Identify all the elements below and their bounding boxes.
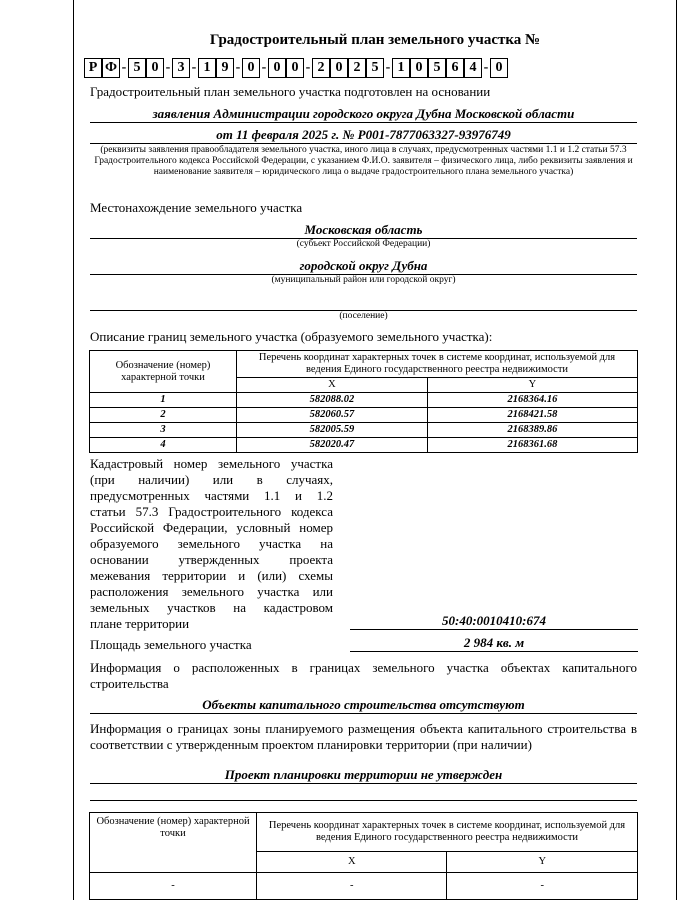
- area-value: 2 984 кв. м: [350, 635, 638, 652]
- zone-info-label: Информация о границах зоны планируемого размещения объекта капитального строительства в соответствии с утвержденным проектом планировки территории (при наличии): [90, 721, 637, 752]
- capital-info-value: Объекты капитального строительства отсутствуют: [90, 697, 637, 714]
- table-row: [90, 408, 638, 423]
- plan-number-digit: 2: [348, 58, 366, 78]
- application-line-2: от 11 февраля 2025 г. № Р001-7877063327-93976749: [90, 127, 637, 144]
- zone-point-x: -: [257, 873, 447, 900]
- table-row: [90, 873, 638, 900]
- area-label: Площадь земельного участка: [90, 637, 252, 652]
- plan-number-digit: 0: [490, 58, 508, 78]
- prepared-on-basis: Градостроительный план земельного участка подготовлен на основании: [90, 84, 491, 99]
- point-y: 2168361.68: [427, 438, 637, 453]
- plan-number: [84, 58, 508, 78]
- capital-info-label: Информация о расположенных в границах земельного участка объектах капитального строительства: [90, 660, 637, 691]
- plan-number-digit: 9: [216, 58, 234, 78]
- plan-number-separator: -: [305, 60, 311, 75]
- zone-point-number: -: [90, 873, 257, 900]
- point-y: 2168364.16: [427, 393, 637, 408]
- location-label: Местонахождение земельного участка: [90, 200, 303, 215]
- point-number: 4: [90, 438, 237, 453]
- zone-point-y: -: [447, 873, 638, 900]
- plan-number-digit: 0: [286, 58, 304, 78]
- coordinates-table: [89, 350, 638, 453]
- table-row: [90, 423, 638, 438]
- plan-number-separator: -: [165, 60, 171, 75]
- zone-table-header-x: X: [257, 852, 447, 873]
- table-header-x: X: [237, 378, 428, 393]
- plan-number-digit: 3: [172, 58, 190, 78]
- table-header-y: Y: [427, 378, 637, 393]
- zone-table-header-coords: Перечень координат характерных точек в системе координат, используемой для ведения Единого государственного реестра недвижимости: [257, 813, 638, 852]
- subject-hint: (субъект Российской Федерации): [296, 239, 431, 249]
- application-line-1: заявления Администрации городского округа Дубна Московской области: [90, 106, 637, 123]
- plan-number-separator: -: [191, 60, 197, 75]
- boundaries-label: Описание границ земельного участка (образуемого земельного участка):: [90, 329, 493, 344]
- plan-number-digit: 1: [198, 58, 216, 78]
- table-row: [90, 438, 638, 453]
- plan-number-separator: -: [261, 60, 267, 75]
- plan-number-digit: 2: [312, 58, 330, 78]
- plan-number-digit: 5: [366, 58, 384, 78]
- cadastral-label: Кадастровый номер земельного участка (при наличии) или в случаях, предусмотренных частями 1.1 и 1.2 статьи 57.3 Градостроительного кодекса Российской Федерации, условный номер образуемого земельного участка на основании утвержденных проекта межевания территории и (или) схемы расположения земельного участка или земельных участков на кадастровом плане территории: [90, 456, 333, 631]
- point-x: 582060.57: [237, 408, 428, 423]
- point-x: 582005.59: [237, 423, 428, 438]
- plan-number-digit: Ф: [102, 58, 120, 78]
- divider-line: [90, 800, 637, 801]
- table-header-coords: Перечень координат характерных точек в системе координат, используемой для ведения Единого государственного реестра недвижимости: [237, 351, 638, 378]
- plan-number-separator: -: [121, 60, 127, 75]
- plan-number-separator: -: [235, 60, 241, 75]
- plan-number-separator: -: [483, 60, 489, 75]
- point-x: 582088.02: [237, 393, 428, 408]
- plan-number-digit: 0: [146, 58, 164, 78]
- municipality-hint: (муниципальный район или городской округ): [271, 275, 456, 285]
- applicant-hint: (реквизиты заявления правообладателя земельного участка, иного лица в случаях, предусмотренных частями 1.1 и 1.2 статьи 57.3 Градостроительного кодекса Российской Федерации, с указанием Ф.И.О. заявителя – физического лица, либо реквизиты заявления и наименование заявителя – юридического лица о выдаче градостроительного плана земельного участка): [94, 145, 633, 177]
- point-number: 3: [90, 423, 237, 438]
- plan-number-digit: 1: [392, 58, 410, 78]
- point-number: 1: [90, 393, 237, 408]
- plan-number-digit: 0: [330, 58, 348, 78]
- point-x: 582020.47: [237, 438, 428, 453]
- zone-coordinates-table: [89, 812, 638, 900]
- subject-value: Московская область: [90, 222, 637, 239]
- zone-info-value: Проект планировки территории не утвержден: [90, 767, 637, 784]
- settlement-value: [90, 294, 637, 311]
- table-header-point: Обозначение (номер) характерной точки: [90, 351, 237, 393]
- plan-number-digit: 5: [128, 58, 146, 78]
- plan-number-digit: 5: [428, 58, 446, 78]
- plan-number-digit: 0: [242, 58, 260, 78]
- plan-number-digit: 0: [410, 58, 428, 78]
- municipality-value: городской округ Дубна: [90, 258, 637, 275]
- zone-table-header-y: Y: [447, 852, 638, 873]
- point-number: 2: [90, 408, 237, 423]
- zone-table-header-point: Обозначение (номер) характерной точки: [90, 813, 257, 873]
- plan-number-digit: Р: [84, 58, 102, 78]
- plan-number-digit: 6: [446, 58, 464, 78]
- table-row: [90, 393, 638, 408]
- point-y: 2168389.86: [427, 423, 637, 438]
- document-title: Градостроительный план земельного участка №: [209, 32, 541, 48]
- point-y: 2168421.58: [427, 408, 637, 423]
- cadastral-number: 50:40:0010410:674: [350, 613, 638, 630]
- settlement-hint: (поселение): [339, 311, 388, 321]
- plan-number-separator: -: [385, 60, 391, 75]
- plan-number-digit: 4: [464, 58, 482, 78]
- plan-number-digit: 0: [268, 58, 286, 78]
